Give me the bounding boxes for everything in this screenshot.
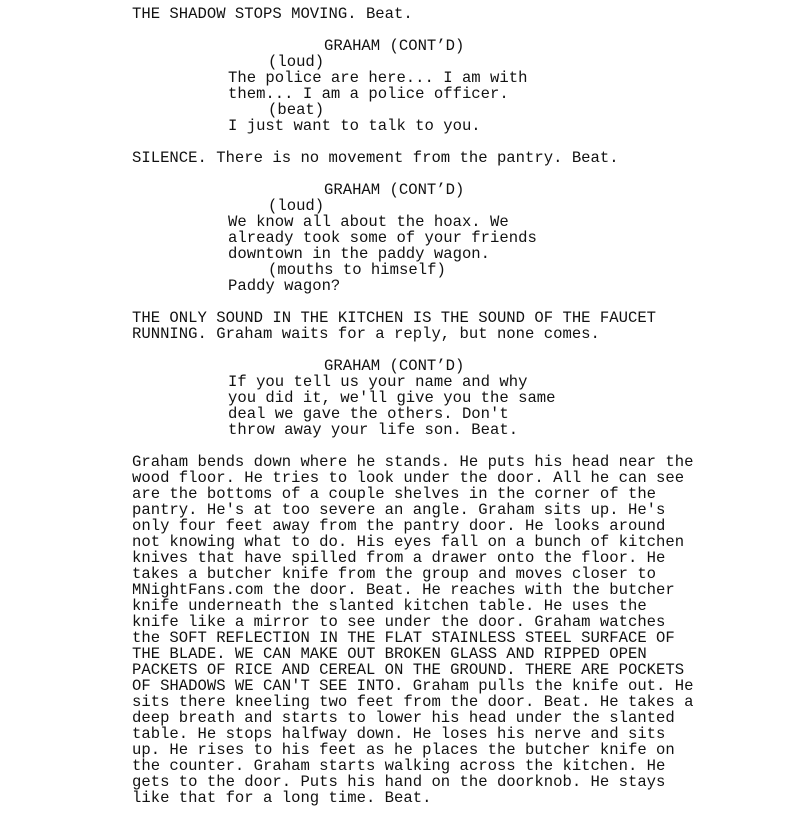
action-line: PACKETS OF RICE AND CEREAL ON THE GROUND. THERE ARE POCKETS — [132, 661, 685, 679]
dialogue-line: downtown in the paddy wagon. — [228, 245, 491, 263]
action-line: RUNNING. Graham waits for a reply, but none comes. — [132, 325, 600, 343]
action-line: THE BLADE. WE CAN MAKE OUT BROKEN GLASS AND RIPPED OPEN — [132, 645, 647, 663]
action-line: knife like a mirror to see under the door. Graham watches — [132, 613, 666, 631]
action-line: MNightFans.com the door. Beat. He reaches with the butcher — [132, 581, 675, 599]
dialogue-line: deal we gave the others. Don't — [228, 405, 509, 423]
parenthetical: (beat) — [268, 101, 325, 119]
action-line: OF SHADOWS WE CAN'T SEE INTO. Graham pulls the knife out. He — [132, 677, 694, 695]
parenthetical: (mouths to himself) — [268, 261, 446, 279]
block-spacer — [0, 166, 795, 182]
action-line: wood floor. He tries to look under the door. All he can see — [132, 469, 685, 487]
dialogue-line: The police are here... I am with — [228, 69, 528, 87]
dialogue-line: If you tell us your name and why — [228, 373, 528, 391]
parenthetical: (loud) — [268, 53, 325, 71]
screenplay-page — [0, 6, 795, 806]
action-line: table. He stops halfway down. He loses his nerve and sits — [132, 725, 666, 743]
block-spacer — [0, 134, 795, 150]
action-line: up. He rises to his feet as he places the butcher knife on — [132, 741, 675, 759]
dialogue-line: I just want to talk to you. — [228, 117, 481, 135]
action-line: takes a butcher knife from the group and moves closer to — [132, 565, 657, 583]
character-cue: GRAHAM (CONT’D) — [324, 37, 465, 55]
action-paragraph — [0, 454, 795, 806]
action-line: Graham bends down where he stands. He puts his head near the — [132, 453, 694, 471]
action-line: sits there kneeling two feet from the door. Beat. He takes a — [132, 693, 694, 711]
character-cue: GRAHAM (CONT’D) — [324, 357, 465, 375]
action-line: not knowing what to do. His eyes fall on a bunch of kitchen — [132, 533, 685, 551]
dialogue-line: throw away your life son. Beat. — [228, 421, 519, 439]
block-spacer — [0, 294, 795, 310]
dialogue-line: We know all about the hoax. We — [228, 213, 509, 231]
action-line: THE ONLY SOUND IN THE KITCHEN IS THE SOUND OF THE FAUCET — [132, 309, 657, 327]
action-line: only four feet away from the pantry door. He looks around — [132, 517, 666, 535]
dialogue-line: already took some of your friends — [228, 229, 537, 247]
action-line: the counter. Graham starts walking across the kitchen. He — [132, 757, 666, 775]
action-line: THE SHADOW STOPS MOVING. Beat. — [132, 5, 413, 23]
action-line: are the bottoms of a couple shelves in the corner of the — [132, 485, 657, 503]
dialogue-line: them... I am a police officer. — [228, 85, 509, 103]
dialogue-line: you did it, we'll give you the same — [228, 389, 556, 407]
action-line: the SOFT REFLECTION IN THE FLAT STAINLESS STEEL SURFACE OF — [132, 629, 675, 647]
character-cue: GRAHAM (CONT’D) — [324, 181, 465, 199]
block-spacer — [0, 342, 795, 358]
action-line: SILENCE. There is no movement from the pantry. Beat. — [132, 149, 619, 167]
parenthetical: (loud) — [268, 197, 325, 215]
action-line: pantry. He's at too severe an angle. Graham sits up. He's — [132, 501, 666, 519]
block-spacer — [0, 22, 795, 38]
action-line: gets to the door. Puts his hand on the doorknob. He stays — [132, 773, 666, 791]
action-line: knife underneath the slanted kitchen table. He uses the — [132, 597, 647, 615]
dialogue-line: Paddy wagon? — [228, 277, 341, 295]
action-line: knives that have spilled from a drawer onto the floor. He — [132, 549, 666, 567]
action-line: deep breath and starts to lower his head under the slanted — [132, 709, 675, 727]
block-spacer — [0, 438, 795, 454]
action-line: like that for a long time. Beat. — [132, 789, 432, 807]
